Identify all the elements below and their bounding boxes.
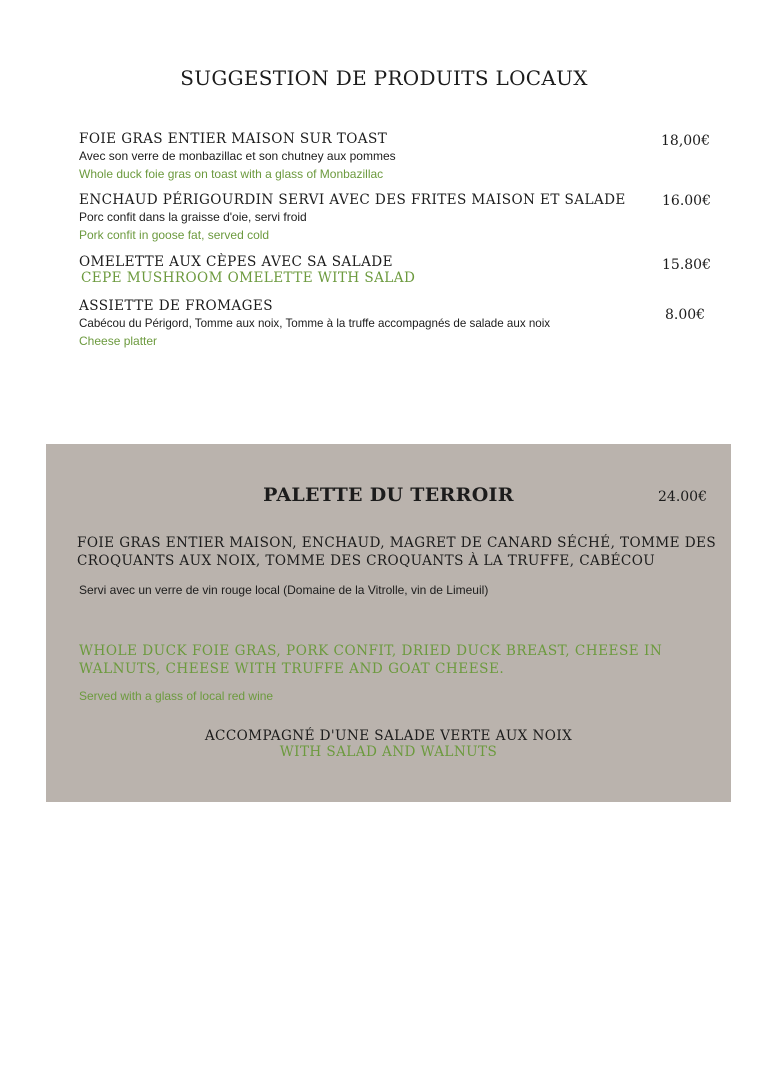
item-description-en: Whole duck foie gras on toast with a glass of Monbazillac bbox=[79, 167, 384, 181]
item-description-en: Cheese platter bbox=[79, 334, 158, 348]
palette-wine-fr: Servi avec un verre de vin rouge local (Domaine de la Vitrolle, vin de Limeuil) bbox=[79, 583, 489, 597]
menu-item-omelette bbox=[79, 254, 649, 286]
palette-price: 24.00€ bbox=[658, 489, 707, 505]
item-price: 16.00€ bbox=[662, 193, 711, 209]
menu-item-foie-gras bbox=[79, 131, 649, 184]
item-title: ASSIETTE DE FROMAGES bbox=[79, 298, 273, 314]
item-price: 18,00€ bbox=[661, 133, 710, 149]
item-description-fr: Porc confit dans la graisse d'oie, servi froid bbox=[79, 210, 307, 224]
palette-title: PALETTE DU TERROIR bbox=[263, 484, 514, 506]
palette-wine-en: Served with a glass of local red wine bbox=[79, 689, 274, 703]
palette-description-fr: FOIE GRAS ENTIER MAISON, ENCHAUD, MAGRET DE CANARD SÉCHÉ, TOMME DES CROQUANTS AUX NOIX, TOMME DES CROQUANTS À LA TRUFFE, CABÉCOU bbox=[77, 535, 717, 569]
palette-salad-fr: ACCOMPAGNÉ D'UNE SALADE VERTE AUX NOIX bbox=[204, 728, 573, 744]
palette-salad bbox=[46, 728, 731, 760]
item-title: FOIE GRAS ENTIER MAISON SUR TOAST bbox=[79, 131, 388, 147]
palette-salad-en: WITH SALAD AND WALNUTS bbox=[279, 744, 498, 760]
item-price: 8.00€ bbox=[665, 307, 706, 323]
item-description-fr: Cabécou du Périgord, Tomme aux noix, Tomme à la truffe accompagnés de salade aux noix bbox=[79, 317, 551, 330]
palette-panel bbox=[46, 444, 731, 802]
item-price: 15.80€ bbox=[662, 257, 711, 273]
page-title: SUGGESTION DE PRODUITS LOCAUX bbox=[180, 66, 588, 90]
item-description-en: CEPE MUSHROOM OMELETTE WITH SALAD bbox=[81, 270, 416, 286]
menu-item-enchaud bbox=[79, 192, 639, 245]
palette-description-en: WHOLE DUCK FOIE GRAS, PORK CONFIT, DRIED DUCK BREAST, CHEESE IN WALNUTS, CHEESE WITH TRUFFE AND GOAT CHEESE. bbox=[79, 643, 663, 677]
item-title: ENCHAUD PÉRIGOURDIN SERVI AVEC DES FRITES MAISON ET SALADE bbox=[79, 192, 626, 208]
item-description-en: Pork confit in goose fat, served cold bbox=[79, 228, 270, 242]
item-description-fr: Avec son verre de monbazillac et son chutney aux pommes bbox=[79, 149, 396, 163]
menu-item-cheese-platter bbox=[79, 298, 649, 351]
item-title: OMELETTE AUX CÈPES AVEC SA SALADE bbox=[79, 254, 393, 270]
